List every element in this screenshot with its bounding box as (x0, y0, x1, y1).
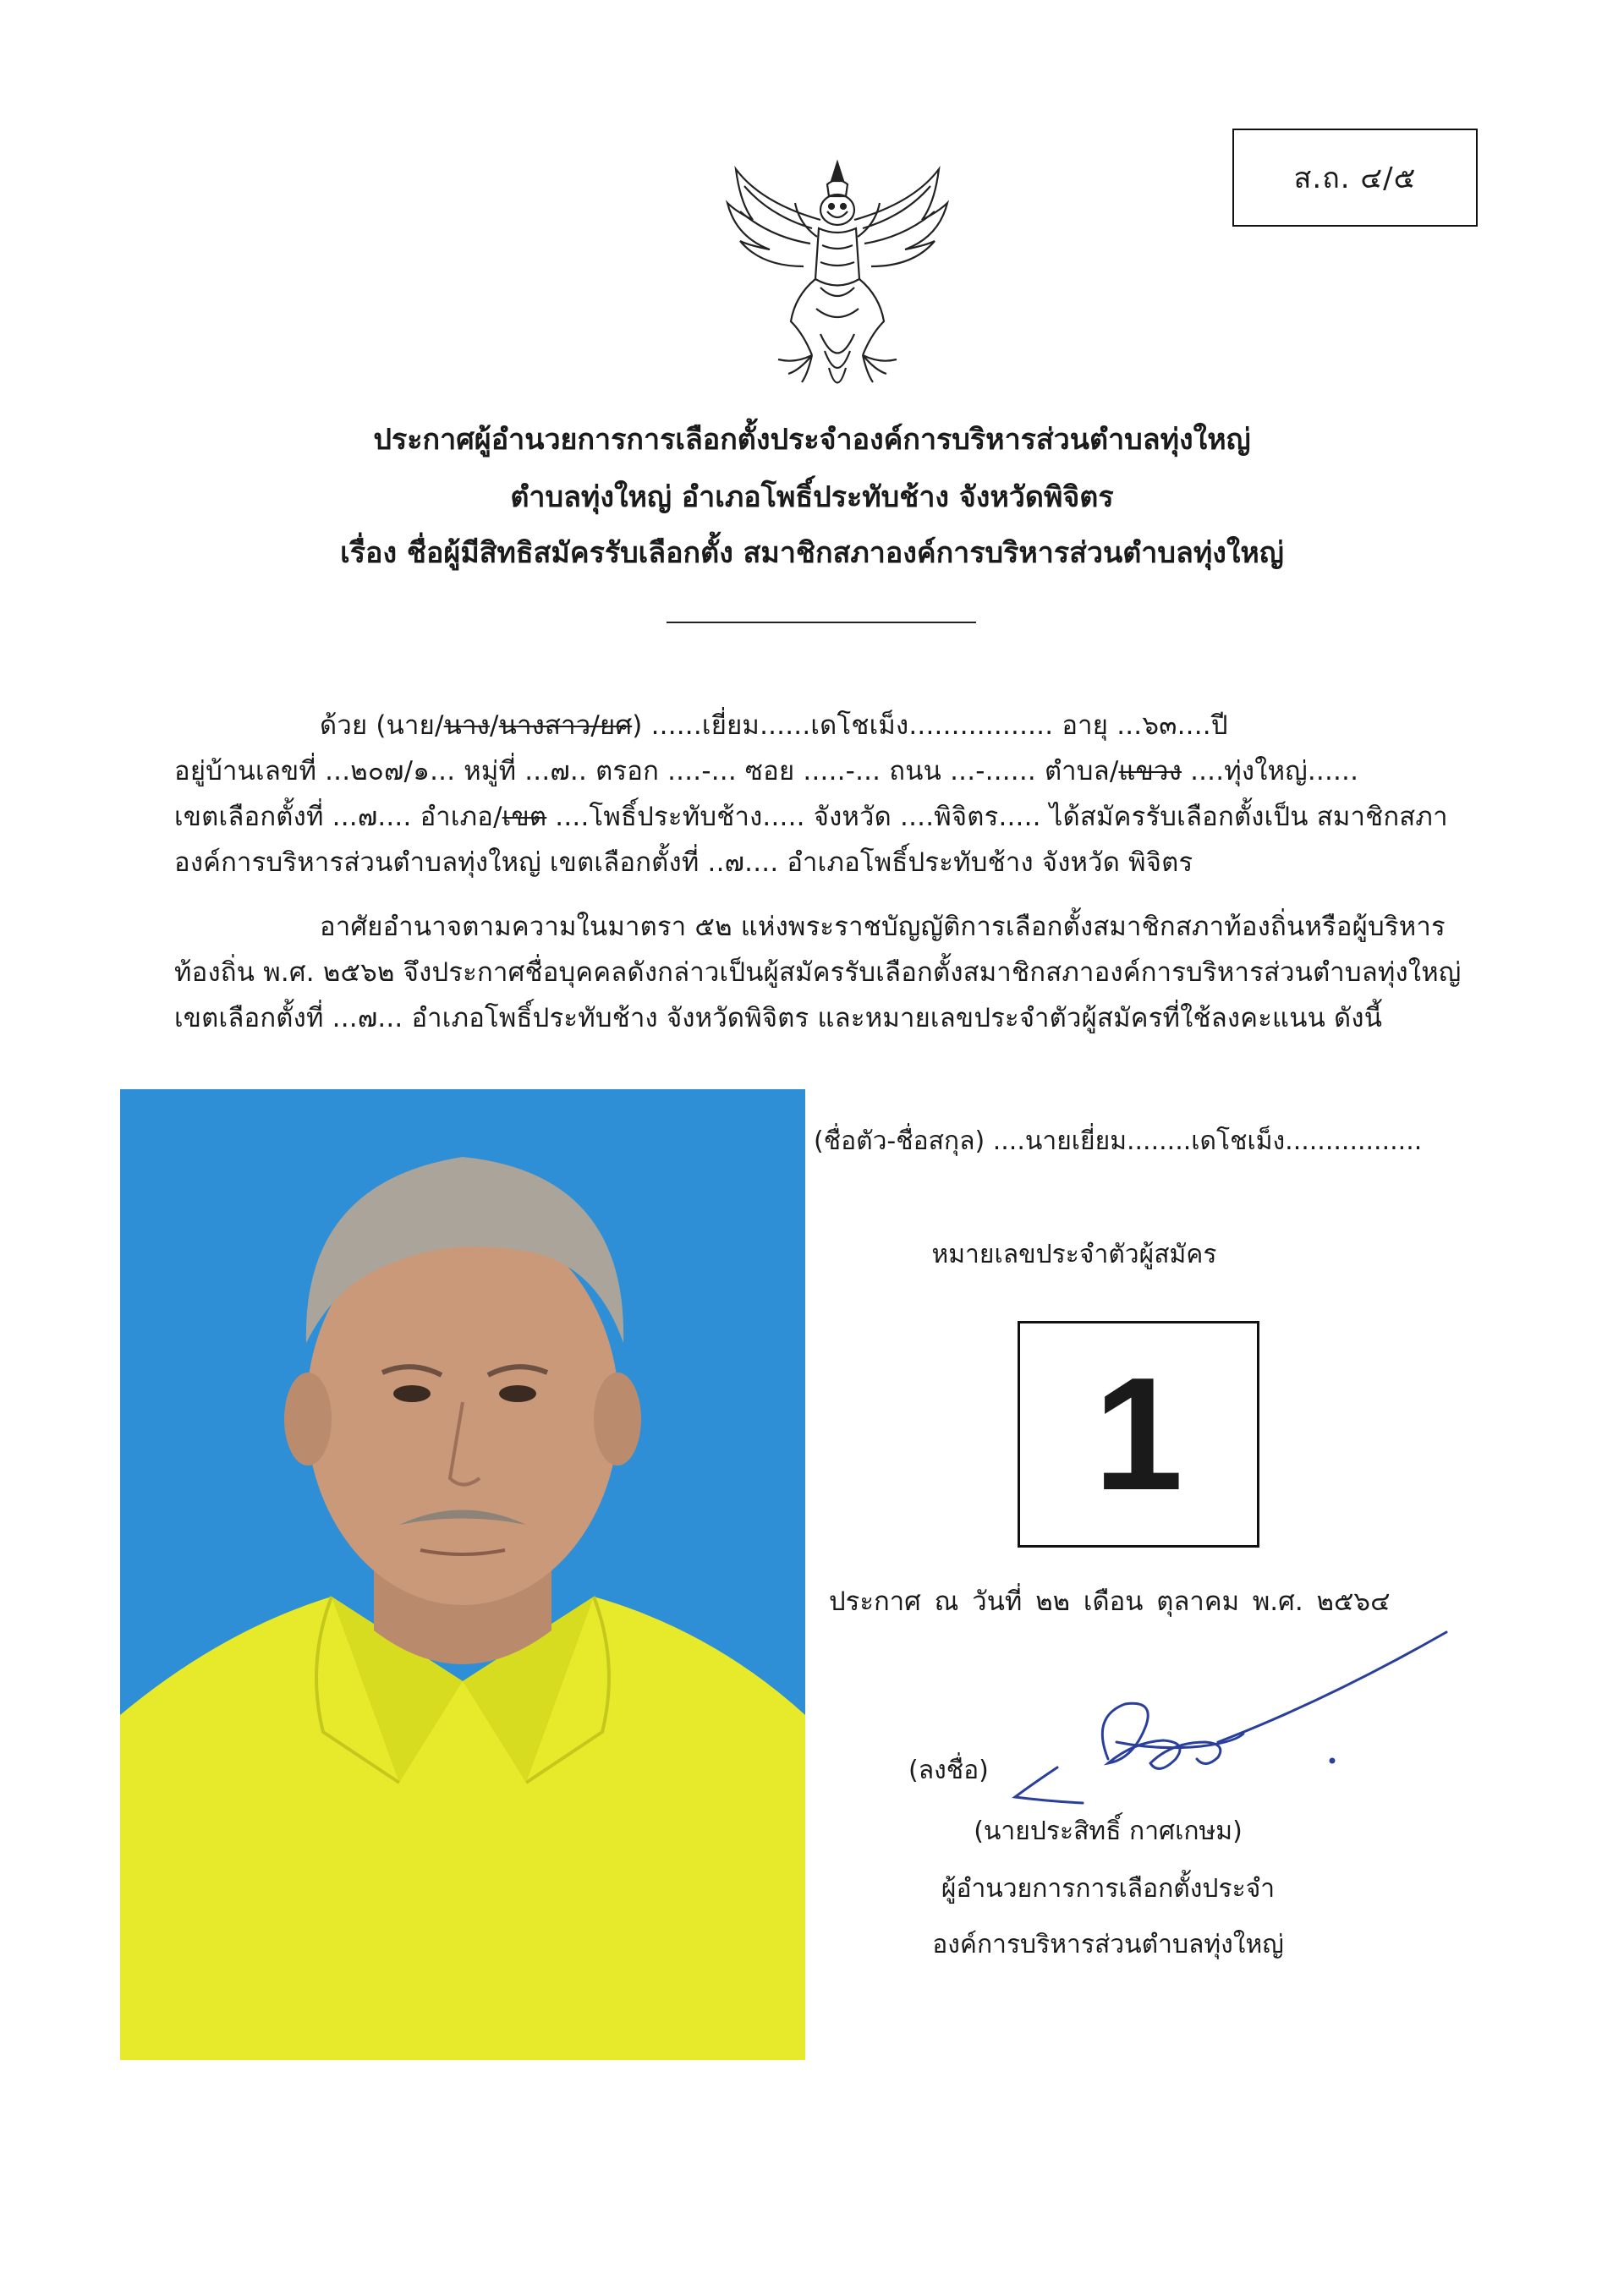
announcement-location: ตำบลทุ่งใหญ่ อำเภอโพธิ์ประทับช้าง จังหวัดพิจิตร (510, 480, 1114, 514)
signer-name: (นายประสิทธิ์ กาศเกษม) (974, 1817, 1243, 1846)
body-line-2: อยู่บ้านเลขที่ ...๒๐๗/๑... หมู่ที่ ...๗.. ตรอก ....-... ซอย .....-... ถนน ...-...... ตำบล/แขวง ....ทุ่งใหญ่...... (174, 756, 1359, 786)
announcement-subject: เรื่อง ชื่อผู้มีสิทธิสมัครรับเลือกตั้ง สมาชิกสภาองค์การบริหารส่วนตำบลทุ่งใหญ่ (340, 536, 1284, 570)
body-line-3: เขตเลือกตั้งที่ ...๗.... อำเภอ/เขต ....โพธิ์ประทับช้าง..... จังหวัด ....พิจิตร..... ได้สมัครรับเลือกตั้งเป็น สมาชิกสภา (174, 802, 1448, 832)
signer-title-line-1: ผู้อำนวยการการเลือกตั้งประจำ (941, 1874, 1276, 1904)
body-line-6: ท้องถิ่น พ.ศ. ๒๕๖๒ จึงประกาศชื่อบุคคลดังกล่าวเป็นผู้สมัครรับเลือกตั้งสมาชิกสภาองค์การบริหารส่วนตำบลทุ่งใหญ่ (174, 957, 1462, 988)
body-line-1: ด้วย (นาย/นาง/นางสาว/ยศ) ......เยี่ยม......เดโชเม็ง................. อายุ ...๖๓....ปี (320, 710, 1228, 741)
candidate-portrait (120, 1089, 805, 2060)
announcement-title: ประกาศผู้อำนวยการการเลือกตั้งประจำองค์การบริหารส่วนตำบลทุ่งใหญ่ (373, 423, 1251, 457)
body-line-7: เขตเลือกตั้งที่ ...๗... อำเภอโพธิ์ประทับช้าง จังหวัดพิจิตร และหมายเลขประจำตัวผู้สมัครที่ใช้ลงคะแนน ดังนี้ (174, 1003, 1383, 1033)
signer-title-line-2: องค์การบริหารส่วนตำบลทุ่งใหญ่ (932, 1930, 1284, 1959)
signature-image (1007, 1615, 1463, 1810)
form-code-box: ส.ถ. ๔/๕ (1232, 129, 1478, 227)
body-line-4: องค์การบริหารส่วนตำบลทุ่งใหญ่ เขตเลือกตั้งที่ ..๗.... อำเภอโพธิ์ประทับช้าง จังหวัด พิจิตร (174, 847, 1193, 878)
garuda-emblem-icon (710, 152, 964, 406)
candidate-number-label: หมายเลขประจำตัวผู้สมัคร (931, 1240, 1217, 1269)
candidate-number-box: 1 (1018, 1321, 1259, 1548)
announcement-date: ประกาศ ณ วันที่ ๒๒ เดือน ตุลาคม พ.ศ. ๒๕๖๔ (829, 1586, 1391, 1617)
candidate-name-line: (ชื่อตัว-ชื่อสกุล) ....นายเยี่ยม........เดโชเม็ง................. (814, 1126, 1423, 1156)
candidate-photo (120, 1089, 805, 2060)
sign-label: (ลงชื่อ) (908, 1756, 989, 1785)
body-line-5: อาศัยอำนาจตามความในมาตรา ๕๒ แห่งพระราชบัญญัติการเลือกตั้งสมาชิกสภาท้องถิ่นหรือผู้บริหาร (320, 912, 1446, 942)
header-divider (667, 622, 976, 623)
